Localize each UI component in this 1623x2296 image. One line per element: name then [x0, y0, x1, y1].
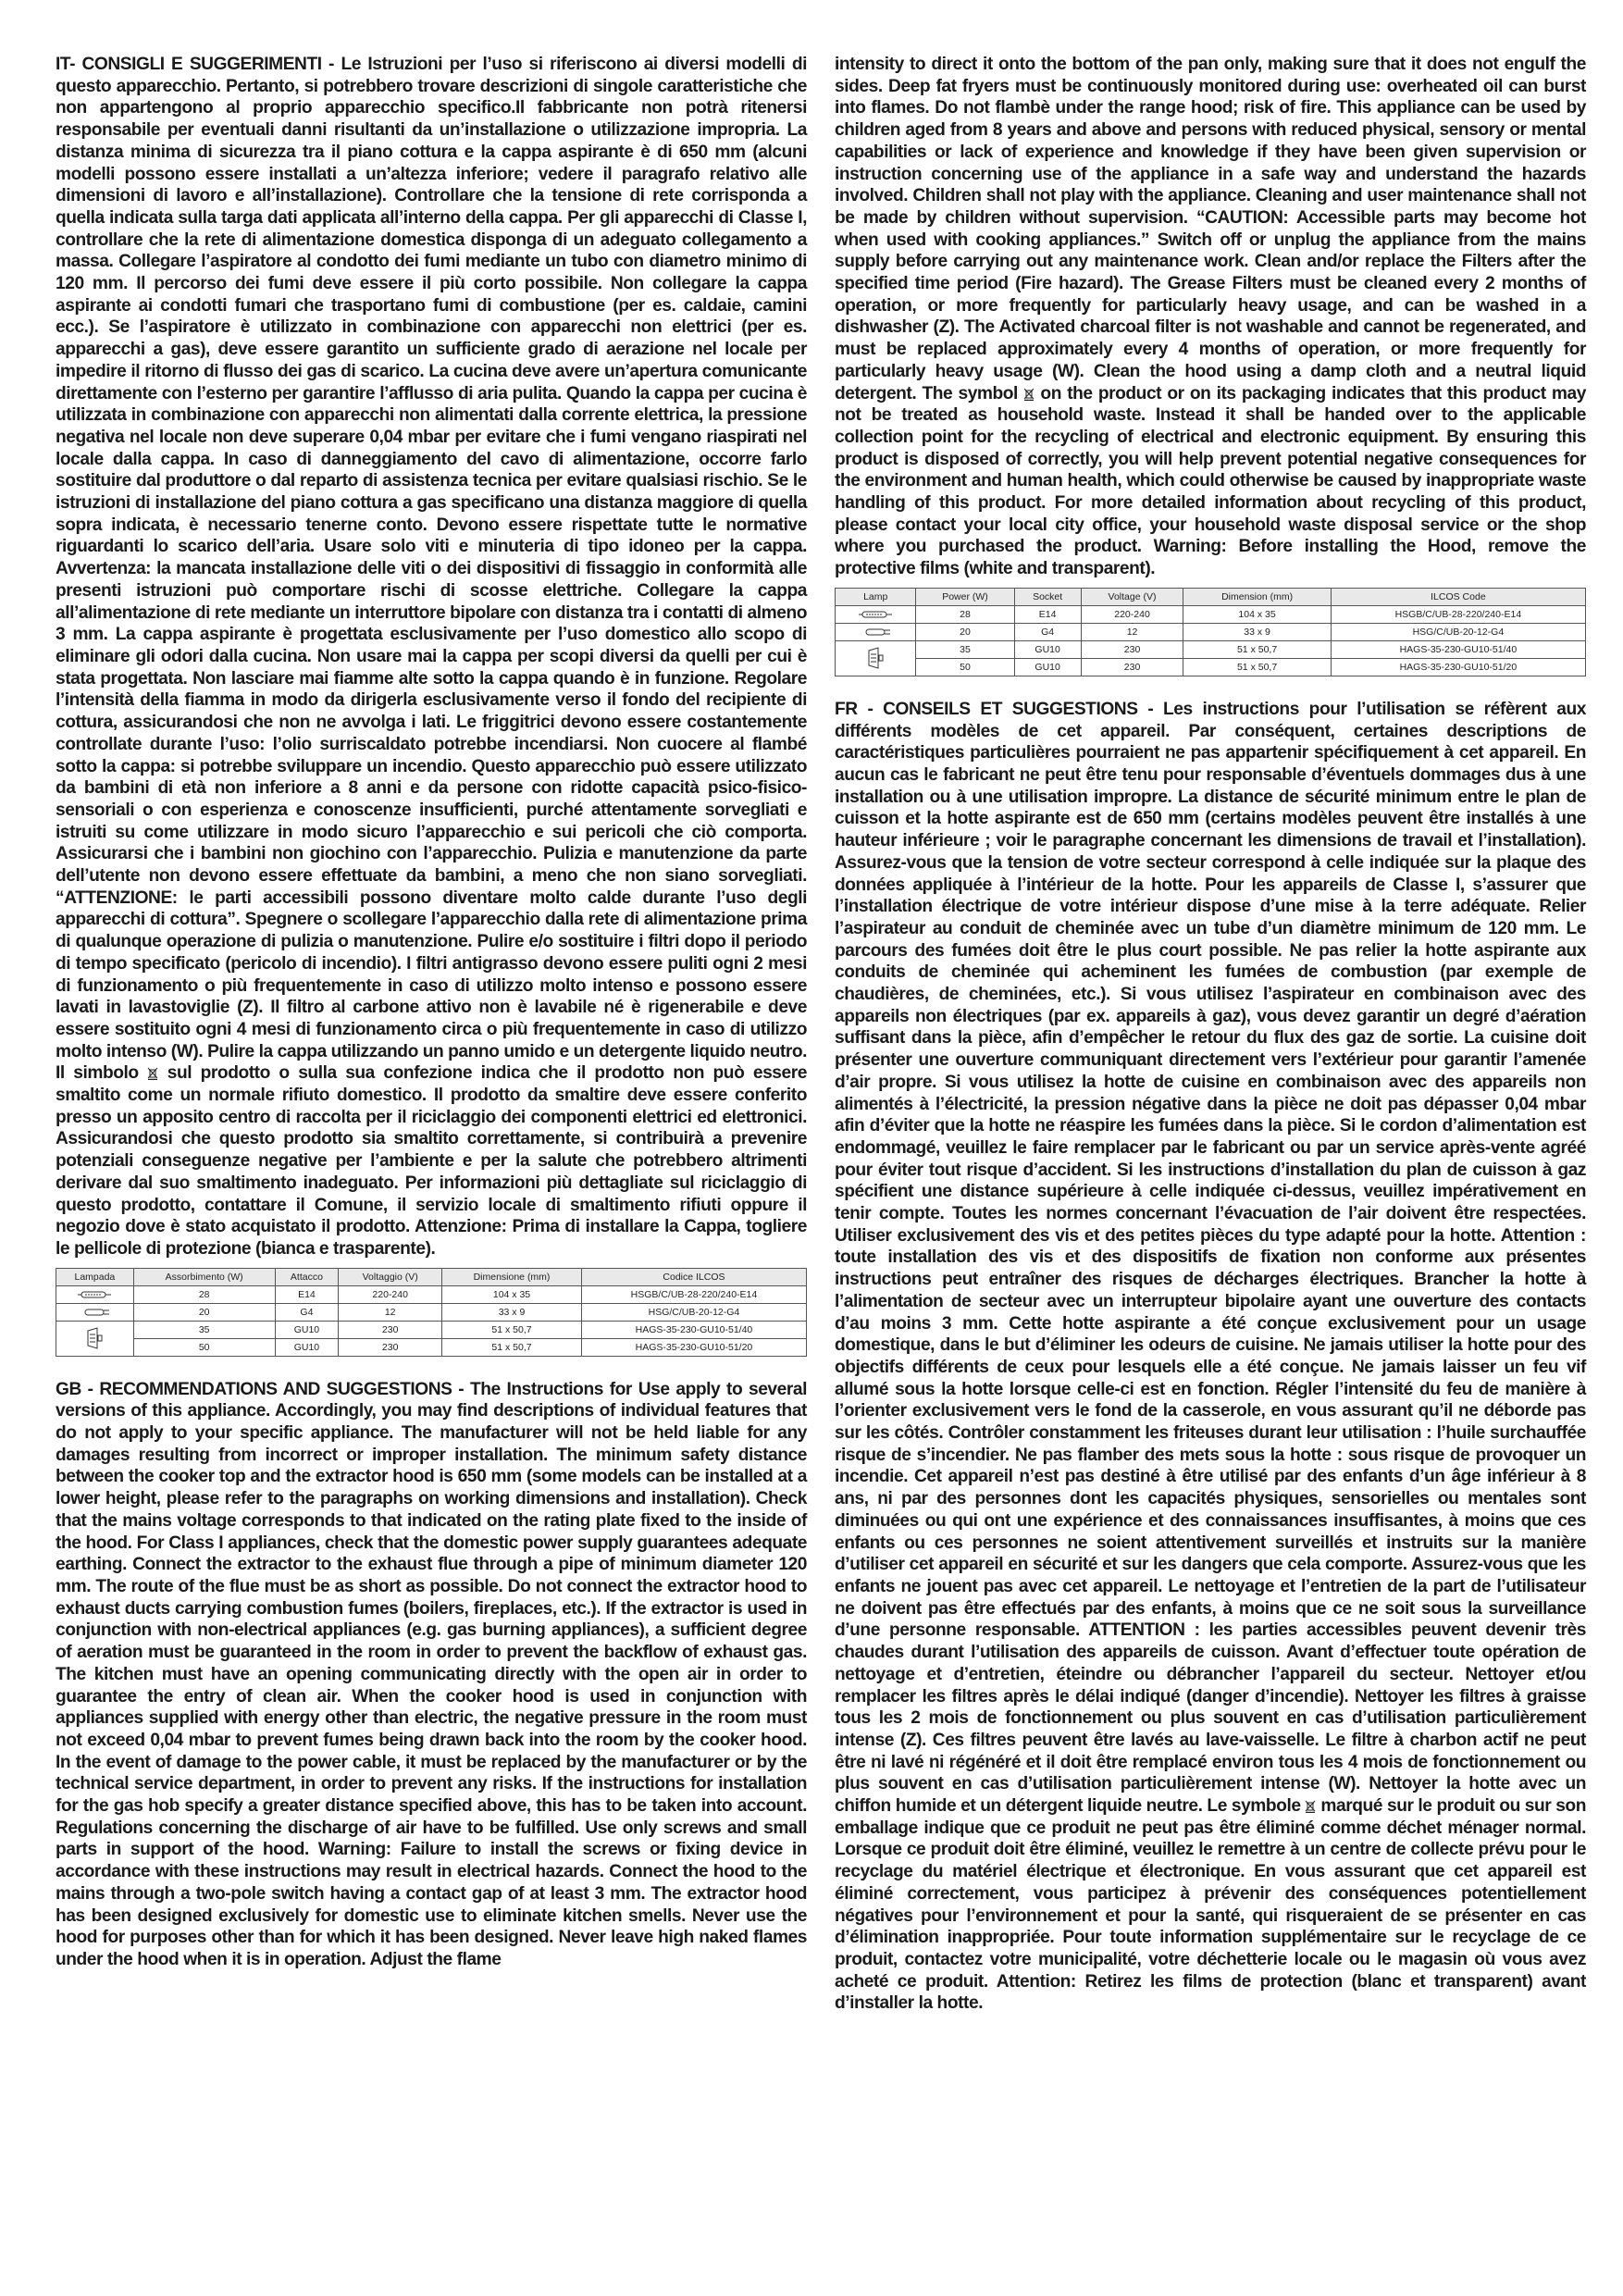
table-cell: G4	[1014, 623, 1081, 640]
linear-halogen-lamp-icon	[836, 605, 916, 623]
capsule-lamp-icon	[56, 1303, 134, 1321]
gb-lamp-table	[835, 588, 1586, 676]
table-cell: 51 x 50,7	[442, 1321, 582, 1338]
it-heading: IT- CONSIGLI E SUGGERIMENTI -	[56, 55, 334, 74]
table-cell: 35	[133, 1321, 275, 1338]
table-header: Lampada	[56, 1268, 134, 1285]
gb-section-continued	[835, 54, 1586, 580]
table-header: ILCOS Code	[1331, 588, 1585, 605]
table-cell: 220-240	[1081, 605, 1183, 623]
table-header: Codice ILCOS	[581, 1268, 806, 1285]
fr-body-part-1: Les instructions pour l’utilisation se réfèrent aux différents modèles de cet appareil. Par conséquent, certaines descriptions de caractéristiques particulières pourraient ne pas appartenir spécifiquement à cet appareil. En aucun cas le fabricant ne peut être tenu pour responsable d’éventuels dommages dus à une installation ou à une utilisation impropre. La distance de sécurité minimum entre le plan de cuisson et la hotte aspirante est de 650 mm (certains modèles peuvent être installés à une hauteur inférieure ; voir le paragraphe concernant les dimensions de travail et l’installation). Assurez-vous que la tension de votre secteur correspond à celle indiquée sur la plaque des données appliquée à l’intérieur de la hotte. Pour les appareils de Classe I, s’assurer que l’installation électrique de votre intérieur dispose d’une mise à la terre adéquate. Relier l’aspirateur au conduit de cheminée avec un tube d’un diamètre minimum de 120 mm. Le parcours des fumées doit être le plus court possible. Ne pas relier la hotte aspirante aux conduits de cheminée qui acheminent les fumées de combustion (par exemple de chaudières, de cheminées, etc.). Si vous utilisez l’aspirateur en combinaison avec des appareils non électriques (par ex. appareils à gaz), vous devez garantir un degré d’aération suffisant dans la pièce, afin d’empêcher le retour du flux des gaz de sortie. La cuisine doit présenter une ouverture communiquant directement vers l’extérieur pour garantir l’amenée d’air propre. Si vous utilisez la hotte de cuisine en combinaison avec des appareils non alimentés à l’électricité, la pression négative dans la pièce ne doit pas dépasser 0,04 mbar afin d’éviter que la hotte ne réaspire les fumées dans la pièce. Si le cordon d’alimentation est endommagé, veuillez le faire remplacer par le fabricant ou par un service après-vente agréé pour éviter tout risque d’accident. Si les instructions d’installation du plan de cuisson à gaz spécifient une distance supérieure à celle indiquée ci-dessus, veuillez impérativement en tenir compte. Toutes les normes concernant l’évacuation de l’air doivent être respectées. Utiliser exclusivement des vis et des petites pièces du type adapté pour la hotte. Attention : toute installation des vis et des dispositifs de fixation non conforme aux présentes instructions peut entraîner des risques de décharges électriques. Brancher la hotte à l’alimentation de secteur avec un interrupteur bipolaire ayant une ouverture des contacts d’au moins 3 mm. Cette hotte aspirante a été conçue exclusivement pour un usage domestique, dans le but d’éliminer les odeurs de cuisine. Ne jamais utiliser la hotte pour des objectifs différents de ceux pour lesquels elle a été conçue. Ne jamais laisser un feu vif allumé sous la hotte lorsque celle-ci est en fonction. Régler l’intensité du feu de manière à l’orienter exclusivement vers le fond de la casserole, en vous assurant qu’il ne déborde pas sur les côtés. Contrôler constamment les friteuses durant leur utilisation : l’huile surchauffée risque de s’incendier. Ne pas flamber des mets sous la hotte : sous risque de provoquer un incendie. Cet appareil n’est pas destiné à être utilisé par des enfants d’un âge inférieur à 8 ans, ni par des personnes dont les capacités physiques, sensorielles ou mentales sont diminuées ou qui ont une expérience et des connaissances insuffisantes, à moins que ces enfants ou ces personnes ne soient attentivement surveillés et instruits sur la manière d’utiliser cet appareil en sécurité et sur les dangers que cela comporte. Assurez-vous que les enfants ne jouent pas avec cet appareil. Le nettoyage et l’entretien de la part de l’utilisateur ne doivent pas être effectués par des enfants, à moins que ce ne soit sous la surveillance d’une personne responsable. ATTENTION : les parties accessibles peuvent devenir très chaudes durant l’utilisation des appareils de cuisson. Avant d’effectuer toute opération de nettoyage et d’entretien, éteindre ou débrancher l’appareil du secteur. Nettoyer et/ou remplacer les filtres après le délai indiqué (danger d’incendie). Nettoyer les filtres à graisse tous les 2 mois de fonctionnement ou plus souvent en cas d’utilisation particulièrement intense (Z). Ces filtres peuvent être lavés au lave-vaisselle. Le filtre à charbon actif ne peut être ni lavé ni régénéré et il doit être remplacé environ tous les 4 mois de fonctionnement ou plus souvent en cas d’utilisation particulièrement intense (W). Nettoyer la hotte avec un chiffon humide et un détergent liquide neutre. Le symbole	[835, 699, 1586, 1817]
table-cell: 50	[133, 1338, 275, 1356]
table-cell: E14	[1014, 605, 1081, 623]
table-header: Socket	[1014, 588, 1081, 605]
table-row	[836, 623, 1586, 640]
table-cell: 104 x 35	[1183, 605, 1331, 623]
table-header: Lamp	[836, 588, 916, 605]
table-cell: 230	[1081, 640, 1183, 658]
it-body-part-2: sul prodotto o sulla sua confezione indica che il prodotto non può essere smaltito come un normale rifiuto domestico. Il prodotto da smaltire deve essere conferito presso un apposito centro di raccolta per il riciclaggio dei componenti elettrici ed elettronici. Assicurandosi che questo prodotto sia smaltito correttamente, si contribuirà a prevenire potenziali conseguenze negative per l’ambiente e per la salute che potrebbero altrimenti derivare dal suo smaltimento inadeguato. Per informazioni più dettagliate sul riciclaggio di questo prodotto, contattare il Comune, il servizio locale di smaltimento rifiuti oppure il negozio dove è stato acquistato il prodotto. Attenzione: Prima di installare la Cappa, togliere le pellicole di protezione (bianca e trasparente).	[56, 1063, 807, 1259]
spot-lamp-icon	[836, 640, 916, 676]
fr-heading: FR - CONSEILS ET SUGGESTIONS -	[835, 699, 1154, 719]
table-header: Voltaggio (V)	[339, 1268, 442, 1285]
table-cell: 51 x 50,7	[442, 1338, 582, 1356]
table-cell: 12	[339, 1303, 442, 1321]
table-cell: GU10	[275, 1338, 339, 1356]
table-cell: 51 x 50,7	[1183, 658, 1331, 676]
table-cell: HAGS-35-230-GU10-51/40	[1331, 640, 1585, 658]
it-section	[56, 54, 807, 1260]
table-cell: E14	[275, 1285, 339, 1303]
crossed-bin-icon	[1023, 388, 1035, 401]
table-cell: 51 x 50,7	[1183, 640, 1331, 658]
table-cell: GU10	[1014, 640, 1081, 658]
table-cell: 230	[339, 1321, 442, 1338]
table-cell: 50	[916, 658, 1014, 676]
table-row	[836, 640, 1586, 658]
table-cell: 33 x 9	[442, 1303, 582, 1321]
table-header: Assorbimento (W)	[133, 1268, 275, 1285]
table-row	[56, 1303, 807, 1321]
table-cell: 35	[916, 640, 1014, 658]
table-cell: 28	[916, 605, 1014, 623]
table-cell: 230	[1081, 658, 1183, 676]
left-column	[56, 54, 807, 1971]
table-cell: 33 x 9	[1183, 623, 1331, 640]
table-header: Power (W)	[916, 588, 1014, 605]
table-cell: 220-240	[339, 1285, 442, 1303]
fr-section	[835, 699, 1586, 2015]
it-body-part-1: Le Istruzioni per l’uso si riferiscono ai diversi modelli di questo apparecchio. Pertanto, si potrebbero trovare descrizioni di singole caratteristiche che non appartengono al proprio apparecchio specifico.Il fabbricante non potrà ritenersi responsabile per eventuali danni risultanti da un’installazione o utilizzazione impropria. La distanza minima di sicurezza tra il piano cottura e la cappa aspirante è di 650 mm (alcuni modelli possono essere installati a un’altezza inferiore; vedere il paragrafo relativo alle dimensioni di lavoro e all’installazione). Controllare che la tensione di rete corrisponda a quella indicata sulla targa dati applicata all’interno della cappa. Per gli apparecchi di Classe I, controllare che la rete di alimentazione domestica disponga di un adeguato collegamento a massa. Collegare l’aspiratore al condotto dei fumi mediante un tubo con diametro minimo di 120 mm. Il percorso dei fumi deve essere il più corto possibile. Non collegare la cappa aspirante ai condotti fumari che trasportano fumi di combustione (per es. caldaie, camini ecc.). Se l’aspiratore è utilizzato in combinazione con apparecchi non elettrici (per es. apparecchi a gas), deve essere garantito un sufficiente grado di aerazione nel locale per impedire il ritorno di flusso dei gas di scarico. La cucina deve avere un’apertura comunicante direttamente con l’esterno per garantire l’afflusso di aria pulita. Quando la cappa per cucina è utilizzata in combinazione con apparecchi non alimentati dalla corrente elettrica, la pressione negativa nel locale non deve superare 0,04 mbar per evitare che i fumi vengano riaspirati nel locale dalla cappa. In caso di danneggiamento del cavo di alimentazione, occorre farlo sostituire dal produttore o dal reparto di assistenza tecnica per evitare qualsiasi rischio. Se le istruzioni di installazione del piano cottura a gas specificano una distanza maggiore di quella sopra indicata, è necessario tenerne conto. Devono essere rispettate tutte le normative riguardanti lo scarico dell’aria. Usare solo viti e minuteria di tipo idoneo per la cappa. Avvertenza: la mancata installazione delle viti o dei dispositivi di fissaggio in conformità alle presenti istruzioni può comportare rischi di scosse elettriche. Collegare la cappa all’alimentazione di rete mediante un interruttore bipolare con distanza tra i contatti di almeno 3 mm. La cappa aspirante è progettata esclusivamente per l’uso domestico allo scopo di eliminare gli odori dalla cucina. Non usare mai la cappa per scopi diversi da quelli per cui è stata progettata. Non lasciare mai fiamme alte sotto la cappa quando è in funzione. Regolare l’intensità della fiamma in modo da dirigerla esclusivamente verso il fondo del recipiente di cottura, assicurandosi che non ne avvolga i lati. Le friggitrici devono essere costantemente controllate durante l’uso: l’olio surriscaldato potrebbe incendiarsi. Non cuocere al flambé sotto la cappa: si potrebbe sviluppare un incendio. Questo apparecchio può essere utilizzato da bambini di età non inferiore a 8 anni e da persone con ridotte capacità psico-fisico-sensoriali o con esperienza e conoscenze insufficienti, purché attentamente sorvegliati e istruiti su come utilizzare in modo sicuro l’apparecchio e sui pericoli che ciò comporta. Assicurarsi che i bambini non giochino con l’apparecchio. Pulizia e manutenzione da parte dell’utente non devono essere effettuate da bambini, a meno che non siano sorvegliati. “ATTENZIONE: le parti accessibili possono diventare molto calde durante l’uso degli apparecchi di cottura”. Spegnere o scollegare l’apparecchio dalla rete di alimentazione prima di qualunque operazione di pulizia o manutenzione. Pulire e/o sostituire i filtri dopo il periodo di tempo specificato (pericolo di incendio). I filtri antigrasso devono essere puliti ogni 2 mesi di funzionamento o più frequentemente in caso di utilizzo molto intenso e possono essere lavati in lavastoviglie (Z). Il filtro al carbone attivo non è lavabile né è rigenerabile e deve essere sostituito ogni 4 mesi di funzionamento circa o più frequentemente in caso di utilizzo molto intenso (W). Pulire la cappa utilizzando un panno umido e un detergente liquido neutro. Il simbolo	[56, 55, 807, 1084]
table-cell: HSG/C/UB-20-12-G4	[1331, 623, 1585, 640]
table-row	[836, 658, 1586, 676]
table-row	[56, 1338, 807, 1356]
table-header: Voltage (V)	[1081, 588, 1183, 605]
table-cell: 20	[133, 1303, 275, 1321]
table-row	[836, 605, 1586, 623]
table-cell: 20	[916, 623, 1014, 640]
crossed-bin-icon	[1305, 1800, 1316, 1813]
gb-body-part-1: The Instructions for Use apply to several versions of this appliance. Accordingly, you may find descriptions of individual features that do not apply to your specific appliance. The manufacturer will not be held liable for any damages resulting from incorrect or improper installation. The minimum safety distance between the cooker top and the extractor hood is 650 mm (some models can be installed at a lower height, please refer to the paragraphs on working dimensions and installation). Check that the mains voltage corresponds to that indicated on the rating plate fixed to the inside of the hood. For Class I appliances, check that the domestic power supply guarantees adequate earthing. Connect the extractor to the exhaust flue through a pipe of minimum diameter 120 mm. The route of the flue must be as short as possible. Do not connect the extractor hood to exhaust ducts carrying combustion fumes (boilers, fireplaces, etc.). If the extractor is used in conjunction with non-electrical appliances (e.g. gas burning appliances), a sufficient degree of aeration must be guaranteed in the room in order to prevent the backflow of exhaust gas. The kitchen must have an opening communicating directly with the open air in order to guarantee the entry of clean air. When the cooker hood is used in conjunction with appliances supplied with energy other than electric, the negative pressure in the room must not exceed 0,04 mbar to prevent fumes being drawn back into the room by the cooker hood. In the event of damage to the power cable, it must be replaced by the manufacturer or by the technical service department, in order to prevent any risks. If the instructions for installation for the gas hob specify a greater distance specified above, this has to be taken into account. Regulations concerning the discharge of air have to be fulfilled. Use only screws and small parts in support of the hood. Warning: Failure to install the screws or fixing device in accordance with these instructions may result in electrical hazards. Connect the hood to the mains through a two-pole switch having a contact gap of at least 3 mm. The extractor hood has been designed exclusively for domestic use to eliminate kitchen smells. Never use the hood for purposes other than for which it has been designed. Never leave high naked flames under the hood when it is in operation. Adjust the flame	[56, 1379, 807, 1969]
table-header: Attacco	[275, 1268, 339, 1285]
table-row	[56, 1321, 807, 1338]
gb-body-part-3: on the product or on its packaging indicates that this product may not be treated as household waste. Instead it shall be handed over to the applicable collection point for the recycling of electrical and electronic equipment. By ensuring this product is disposed of correctly, you will help prevent potential negative consequences for the environment and human health, which could otherwise be caused by inappropriate waste handling of this product. For more detailed information about recycling of this product, please contact your local city office, your household waste disposal service or the shop where you purchased the product. Warning: Before installing the Hood, remove the protective films (white and transparent).	[835, 383, 1586, 579]
fr-body-part-2: marqué sur le produit ou sur son emballage indique que ce produit ne peut pas être éliminé comme déchet ménager normal. Lorsque ce produit doit être éliminé, veuillez le remettre à un centre de collecte prévu pour le recyclage du matériel électrique et électronique. En vous assurant que cet appareil est éliminé correctement, vous participez à prévenir des conséquences potentiellement négatives pour l’environnement et pour la santé, qui risqueraient de se présenter en cas d’élimination inappropriée. Pour toute information supplémentaire sur le recyclage de ce produit, contactez votre municipalité, votre déchetterie locale ou le magasin où vous avez acheté ce produit. Attention: Retirez les films de protection (blanc et transparent) avant d’installer la hotte.	[835, 1796, 1586, 2014]
table-cell: HAGS-35-230-GU10-51/20	[581, 1338, 806, 1356]
table-cell: HSGB/C/UB-28-220/240-E14	[581, 1285, 806, 1303]
table-cell: HSGB/C/UB-28-220/240-E14	[1331, 605, 1585, 623]
spot-lamp-icon	[56, 1321, 134, 1356]
linear-halogen-lamp-icon	[56, 1285, 134, 1303]
table-header: Dimension (mm)	[1183, 588, 1331, 605]
table-cell: HAGS-35-230-GU10-51/20	[1331, 658, 1585, 676]
table-cell: HSG/C/UB-20-12-G4	[581, 1303, 806, 1321]
table-cell: 12	[1081, 623, 1183, 640]
crossed-bin-icon	[147, 1067, 158, 1080]
gb-heading: GB - RECOMMENDATIONS AND SUGGESTIONS -	[56, 1379, 465, 1399]
table-cell: G4	[275, 1303, 339, 1321]
table-cell: 28	[133, 1285, 275, 1303]
it-lamp-table	[56, 1268, 807, 1357]
table-row	[56, 1285, 807, 1303]
table-cell: 104 x 35	[442, 1285, 582, 1303]
table-cell: GU10	[1014, 658, 1081, 676]
table-header: Dimensione (mm)	[442, 1268, 582, 1285]
table-cell: 230	[339, 1338, 442, 1356]
right-column	[835, 54, 1586, 2015]
capsule-lamp-icon	[836, 623, 916, 640]
gb-body-part-2: intensity to direct it onto the bottom of the pan only, making sure that it does not engulf the sides. Deep fat fryers must be continuously monitored during use: overheated oil can burst into flames. Do not flambè under the range hood; risk of fire. This appliance can be used by children aged from 8 years and above and persons with reduced physical, sensory or mental capabilities or lack of experience and knowledge if they have been given supervision or instruction concerning use of the appliance in a safe way and understand the hazards involved. Children shall not play with the appliance. Cleaning and user maintenance shall not be made by children without supervision. “CAUTION: Accessible parts may become hot when used with cooking appliances.” Switch off or unplug the appliance from the mains supply before carrying out any maintenance work. Clean and/or replace the Filters after the specified time period (Fire hazard). The Grease Filters must be cleaned every 2 months of operation, or more frequently for particularly heavy usage, and can be washed in a dishwasher (Z). The Activated charcoal filter is not washable and cannot be regenerated, and must be replaced approximately every 4 months of operation, or more frequently for particularly heavy usage (W). Clean the hood using a damp cloth and a neutral liquid detergent. The symbol	[835, 55, 1586, 403]
table-cell: HAGS-35-230-GU10-51/40	[581, 1321, 806, 1338]
table-cell: GU10	[275, 1321, 339, 1338]
gb-section	[56, 1379, 807, 1971]
